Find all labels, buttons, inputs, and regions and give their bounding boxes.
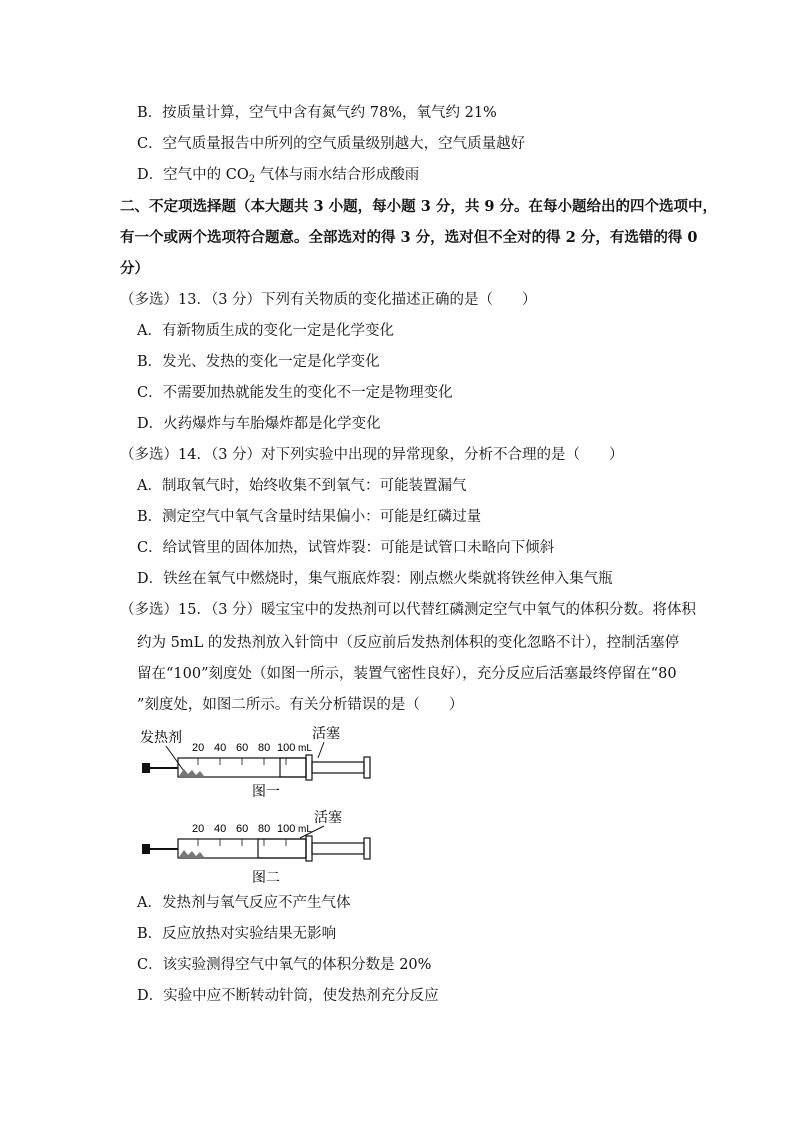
syringe-figure-1 [140, 722, 380, 806]
piston-head [258, 839, 306, 858]
q15-option-b: B．反应放热对实验结果无影响 [137, 926, 337, 942]
tick-label-60: 60 [236, 823, 249, 835]
q12-option-d-text: D．空气中的 CO [137, 167, 249, 183]
tick-label-60: 60 [236, 742, 249, 754]
tick-label-20: 20 [192, 823, 205, 835]
q13-option-a: A．有新物质生成的变化一定是化学变化 [137, 323, 394, 339]
tick-label-100: 100 [277, 742, 296, 754]
piston-pointer [318, 742, 324, 758]
q13-option-d: D．火药爆炸与车胎爆炸都是化学变化 [137, 416, 381, 432]
figure-1-caption: 图一 [252, 783, 280, 799]
q14-option-d: D．铁丝在氧气中燃烧时，集气瓶底炸裂：刚点燃火柴就将铁丝伸入集气瓶 [137, 571, 613, 587]
q12-option-d-subscript: 2 [248, 174, 256, 185]
q15-option-d: D．实验中应不断转动针筒，使发热剂充分反应 [137, 988, 439, 1004]
plunger-handle [364, 838, 370, 859]
plunger-handle [364, 757, 370, 778]
piston-label: 活塞 [312, 725, 340, 741]
piston-label: 活塞 [314, 809, 342, 825]
tick-label-80: 80 [258, 823, 271, 835]
syringe-figure-2 [140, 808, 380, 892]
tick-label-80: 80 [258, 742, 271, 754]
q14-option-b: B．测定空气中氧气含量时结果偏小：可能是红磷过量 [137, 509, 482, 525]
barrel-flange [306, 755, 312, 780]
scale-ticks [198, 758, 286, 765]
q13-option-c: C．不需要加热就能发生的变化不一定是物理变化 [137, 385, 453, 401]
q12-option-c: C．空气质量报告中所列的空气质量级别越大，空气质量越好 [137, 136, 526, 152]
q12-option-d [137, 166, 419, 184]
section-heading-line-1: 二、不定项选择题（本大题共 3 小题，每小题 3 分，共 9 分。在每小题给出的四个选项中， [120, 198, 718, 215]
heater-label: 发热剂 [140, 729, 182, 745]
q14-stem: （多选）14．（3 分）对下列实验中出现的异常现象，分析不合理的是（ ） [120, 447, 624, 463]
q15-stem-line-4: ”刻度处，如图二所示。有关分析错误的是（ ） [137, 697, 464, 713]
q13-option-b: B．发光、发热的变化一定是化学变化 [137, 354, 380, 370]
tick-label-40: 40 [214, 742, 227, 754]
unit-label: mL [298, 824, 312, 835]
section-heading-line-2: 有一个或两个选项符合题意。全部选对的得 3 分，选对但不全对的得 2 分，有选错的得 0 [120, 229, 698, 246]
q15-stem-line-3: 留在“100”刻度处（如图一所示，装置气密性良好），充分反应后活塞最终停留在“80 [137, 666, 677, 682]
q15-option-a: A．发热剂与氧气反应不产生气体 [137, 895, 351, 911]
barrel-flange [306, 836, 312, 861]
heater-pointer [166, 746, 186, 774]
q15-option-c: C．该实验测得空气中氧气的体积分数是 20% [137, 957, 432, 973]
q14-option-c: C．给试管里的固体加热，试管炸裂：可能是试管口未略向下倾斜 [137, 540, 555, 556]
needle-cap [142, 763, 150, 773]
section-heading-line-3: 分） [120, 260, 149, 277]
tick-label-40: 40 [214, 823, 227, 835]
tick-label-20: 20 [192, 742, 205, 754]
plunger-rod [312, 762, 364, 773]
q13-stem: （多选）13．（3 分）下列有关物质的变化描述正确的是（ ） [120, 292, 537, 308]
needle-cap [142, 844, 150, 854]
scale-ticks [198, 839, 286, 846]
heater-powder [179, 850, 204, 857]
q12-option-d-text-end: 气体与雨水结合形成酸雨 [255, 167, 420, 183]
unit-label: mL [298, 743, 312, 754]
q15-stem-line-1: （多选）15．（3 分）暖宝宝中的发热剂可以代替红磷测定空气中氧气的体积分数。将体积 [120, 602, 697, 618]
figure-2-caption: 图二 [252, 869, 280, 885]
tick-label-100: 100 [277, 823, 296, 835]
plunger-rod [312, 843, 364, 854]
q15-stem-line-2: 约为 5mL 的发热剂放入针筒中（反应前后发热剂体积的变化忽略不计），控制活塞停 [137, 635, 680, 651]
q12-option-b: B．按质量计算，空气中含有氮气约 78%，氧气约 21% [137, 105, 497, 121]
q14-option-a: A．制取氧气时，始终收集不到氧气：可能装置漏气 [137, 478, 467, 494]
piston-head [280, 758, 306, 777]
